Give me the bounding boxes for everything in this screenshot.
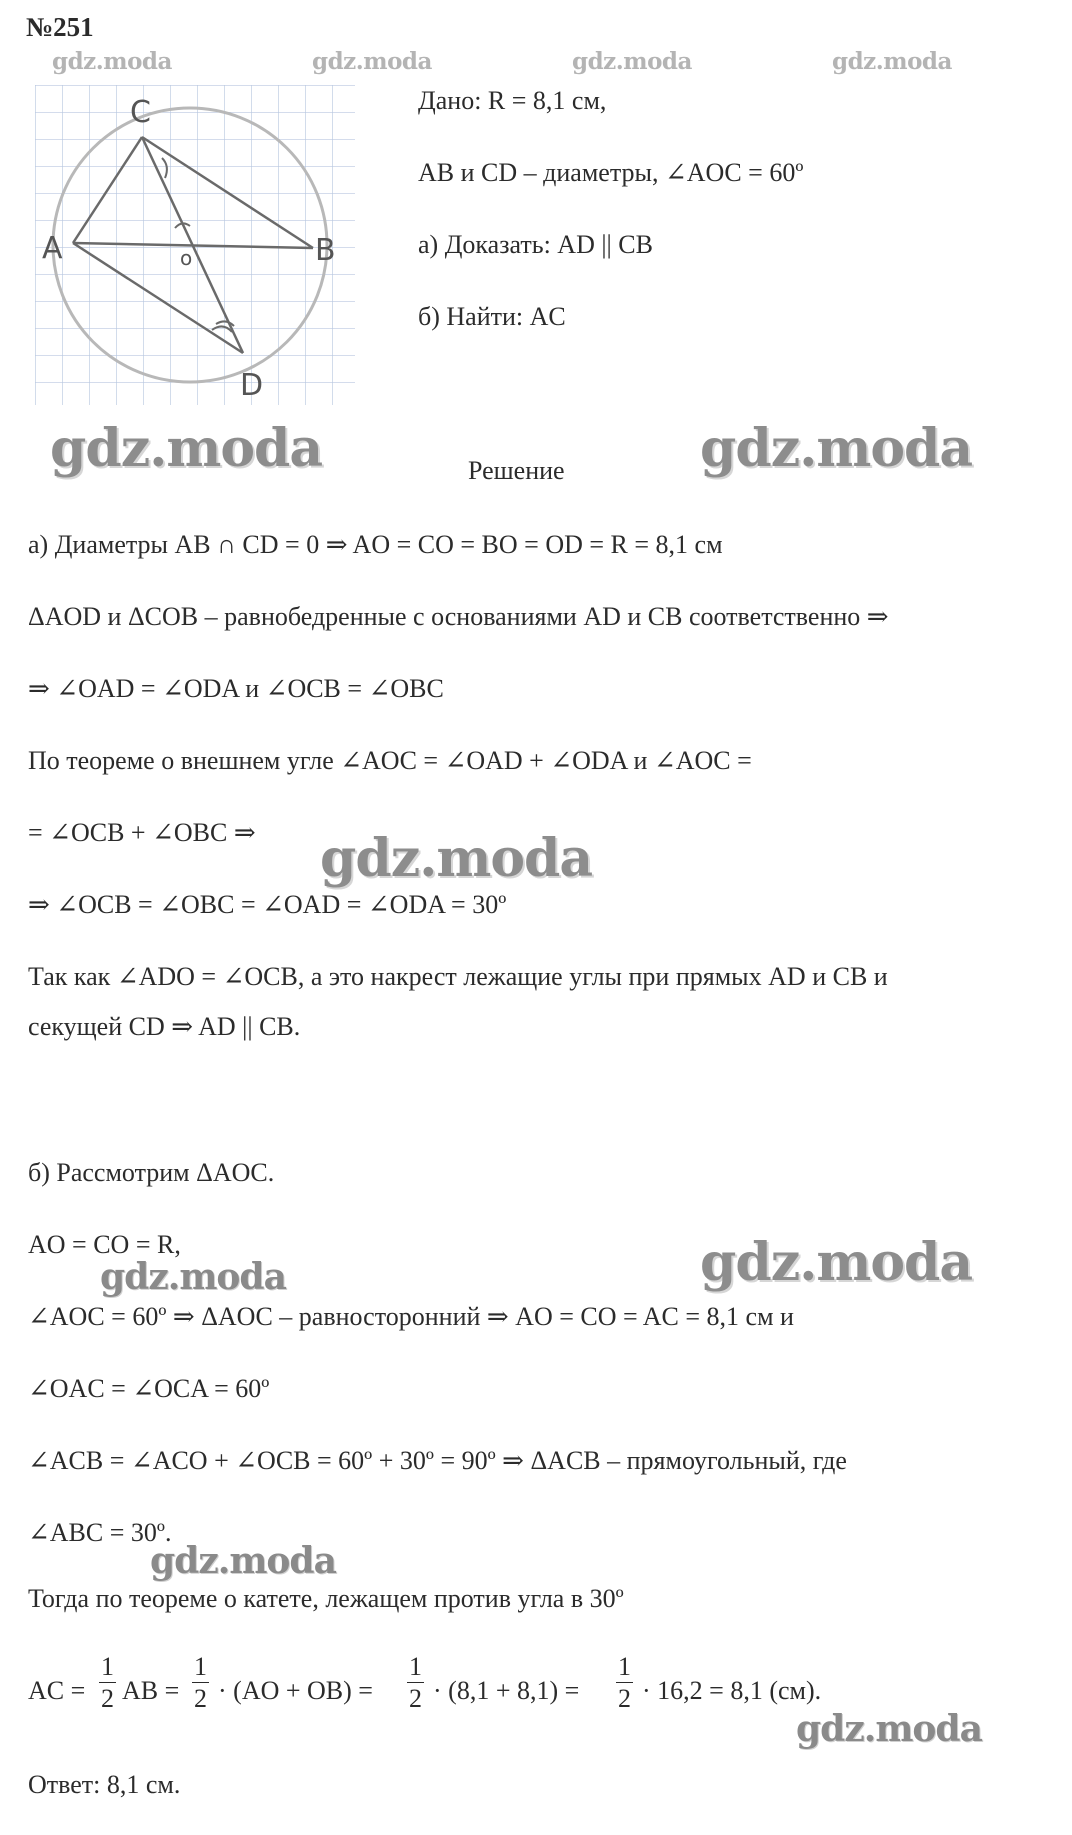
solution-a-line-4: По теореме о внешнем угле ∠AOC = ∠OAD + ∠ODA и ∠AOC = [28,746,752,775]
watermark: gdz.moda [52,48,172,75]
solution-a-line-8: секущей CD ⇒ AD || CB. [28,1012,301,1041]
formula-part-1: AC = [28,1676,86,1705]
problem-number: №251 [26,12,94,42]
fraction-one-half [616,1654,633,1712]
given-line-3: а) Доказать: AD || CB [418,230,653,259]
fraction-denominator: 2 [194,1684,207,1713]
solution-a-line-3: ⇒ ∠OAD = ∠ODA и ∠OCB = ∠OBC [28,674,444,703]
formula-part-4: · (8,1 + 8,1) = [433,1676,580,1705]
answer: Ответ: 8,1 см. [28,1770,181,1799]
watermark: gdz.moda [312,48,432,75]
given-line-4: б) Найти: AC [418,302,566,331]
fraction-one-half [99,1654,116,1712]
label-d: D [240,368,264,403]
fraction-one-half [407,1654,424,1712]
solution-a-line-1: а) Диаметры AB ∩ CD = 0 ⇒ AO = CO = BO = OD = R = 8,1 см [28,530,723,559]
fraction-denominator: 2 [101,1684,114,1713]
formula-part-5: · 16,2 = 8,1 (см). [642,1676,822,1705]
solution-b-line-5: ∠ACB = ∠ACO + ∠OCB = 60º + 30º = 90º ⇒ ΔACB – прямоугольный, где [28,1446,847,1475]
solution-b-line-1: б) Рассмотрим ΔAOC. [28,1158,275,1187]
solution-b-line-7: Тогда по теореме о катете, лежащем против угла в 30º [28,1584,624,1613]
solution-b-line-4: ∠OAC = ∠OCA = 60º [28,1374,270,1403]
watermark: gdz.moda [320,828,593,889]
fraction-numerator: 1 [409,1652,422,1681]
solution-a-line-5: = ∠OCB + ∠OBC ⇒ [28,818,256,847]
watermark: gdz.moda [572,48,692,75]
label-a: A [42,231,63,266]
solution-b-line-2: AO = CO = R, [28,1230,181,1259]
label-o: o [180,246,193,270]
given-line-1: Дано: R = 8,1 см, [418,86,607,115]
fraction-one-half [192,1654,209,1712]
watermark: gdz.moda [832,48,952,75]
formula-part-2: AB = [122,1676,180,1705]
label-b: B [315,233,336,268]
fraction-numerator: 1 [618,1652,631,1681]
solution-a-line-7: Так как ∠ADO = ∠OCB, а это накрест лежащие углы при прямых AD и CB и [28,962,888,991]
fraction-denominator: 2 [618,1684,631,1713]
watermark: gdz.moda [700,418,973,479]
label-c: C [130,95,151,130]
watermark: gdz.moda [700,1232,973,1293]
geometry-figure [30,80,360,410]
watermark: gdz.moda [796,1708,982,1750]
watermark: gdz.moda [100,1256,286,1298]
formula-part-3: · (AO + OB) = [218,1676,373,1705]
solution-a-line-6: ⇒ ∠OCB = ∠OBC = ∠OAD = ∠ODA = 30º [28,890,507,919]
solution-a-line-2: ΔAOD и ΔCOB – равнобедренные с основаниями AD и CB соответственно ⇒ [28,602,889,631]
given-line-2: AB и CD – диаметры, ∠AOC = 60º [418,158,804,187]
solution-b-line-3: ∠AOC = 60º ⇒ ΔAOC – равносторонний ⇒ AO = CO = AC = 8,1 см и [28,1302,794,1331]
solution-heading: Решение [468,456,565,485]
solution-b-line-6: ∠ABC = 30º. [28,1518,172,1547]
fraction-numerator: 1 [101,1652,114,1681]
fraction-denominator: 2 [409,1684,422,1713]
fraction-numerator: 1 [194,1652,207,1681]
watermark: gdz.moda [150,1540,336,1582]
watermark: gdz.moda [50,418,323,479]
